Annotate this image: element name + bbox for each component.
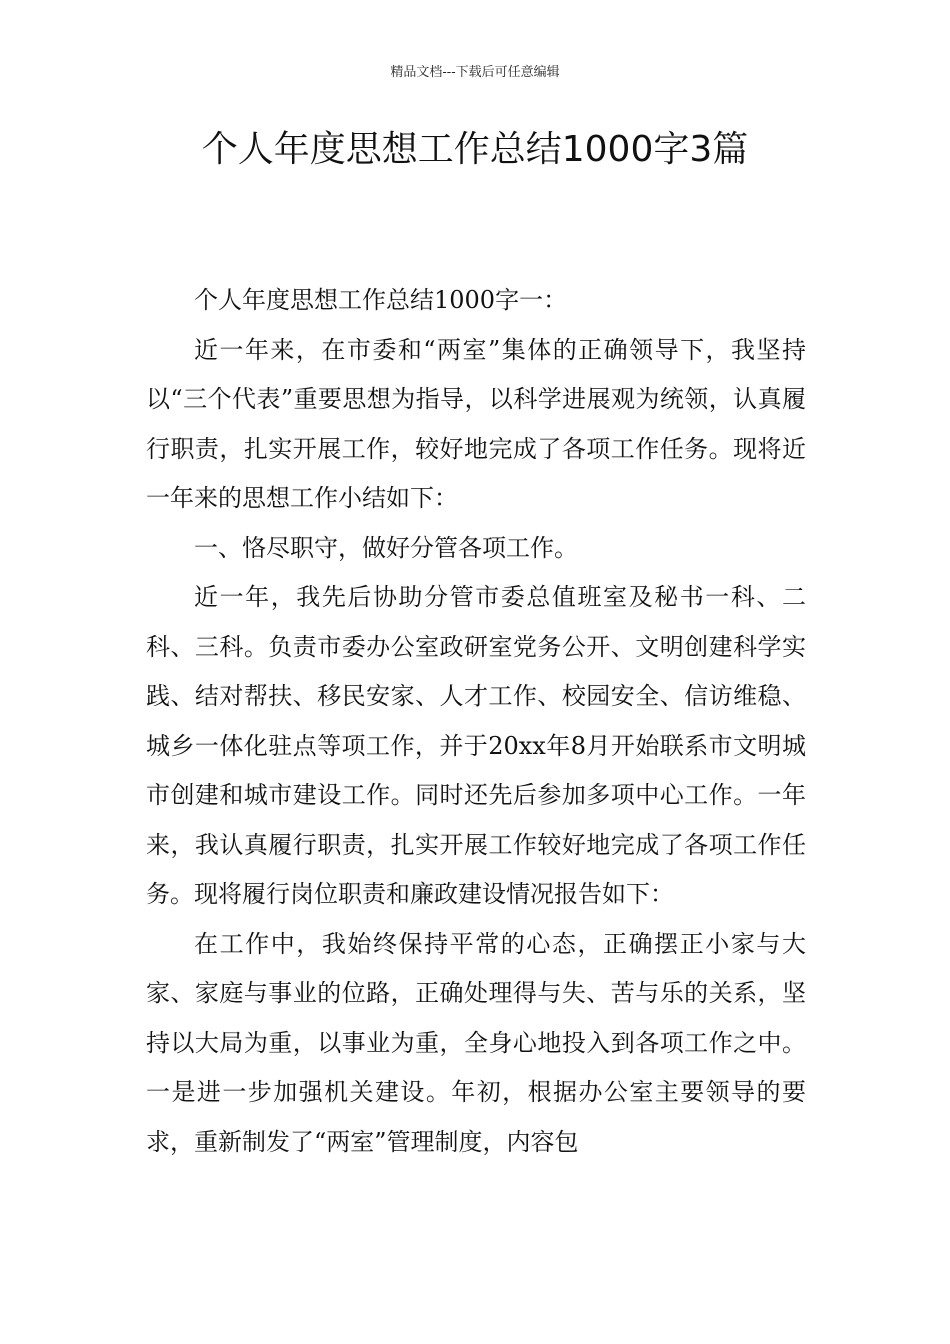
paragraph-intro: 近一年来，在市委和“两室”集体的正确领导下，我坚持以“三个代表”重要思想为指导，以科学进展观为统领，认真履行职责，扎实开展工作，较好地完成了各项工作任务。现将近一年来的思想工作小结如下：: [146, 335, 806, 512]
document-title: 个人年度思想工作总结1000字3篇: [201, 129, 749, 170]
header-note: 精品文档---下载后可任意编辑: [390, 65, 560, 80]
paragraph-section-heading: 个人年度思想工作总结1000字一：: [194, 286, 568, 314]
document-body: [146, 276, 806, 1167]
paragraph-heading-duty: 一、恪尽职守，做好分管各项工作。: [194, 533, 578, 562]
paragraph-responsibilities: 近一年，我先后协助分管市委总值班室及秘书一科、二科、三科。负责市委办公室政研室党务公开、文明创建科学实践、结对帮扶、移民安家、人才工作、校园安全、信访维稳、城乡一体化驻点等项工作，并于20xx年8月开始联系市文明城市创建和城市建设工作。同时还先后参加多项中心工作。一年来，我认真履行职责，扎实开展工作较好地完成了各项工作任务。现将履行岗位职责和廉政建设情况报告如下：: [146, 583, 806, 908]
paragraph-work-attitude: 在工作中，我始终保持平常的心态，正确摆正小家与大家、家庭与事业的位路，正确处理得与失、苦与乐的关系，坚持以大局为重，以事业为重，全身心地投入到各项工作之中。一是进一步加强机关建设。年初，根据办公室主要领导的要求，重新制发了“两室”管理制度，内容包: [146, 929, 806, 1156]
